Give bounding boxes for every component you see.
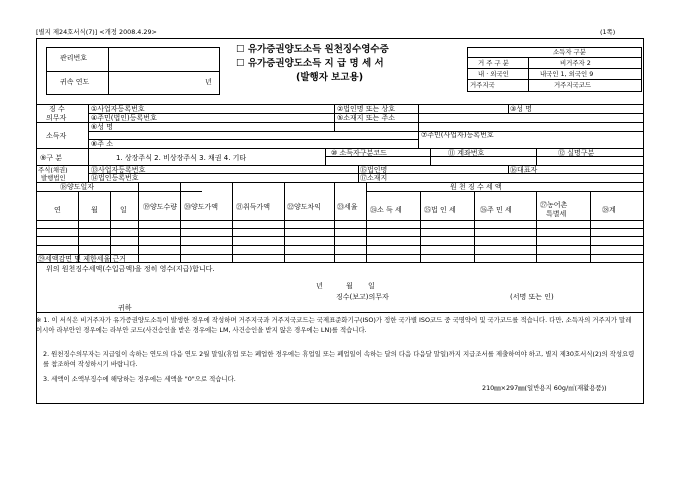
col-acq-price: ㉑취득가액 — [236, 203, 271, 211]
earner-type-label: 소득자 구분 — [553, 48, 586, 56]
sign-hint: (서명 또는 인) — [510, 293, 554, 301]
issuer-biz-no: ⑬사업자등록번호 — [91, 166, 146, 174]
withholder-corp-name: ②법인명 또는 상호 — [337, 105, 396, 113]
issuer-corp-name: ⑮법인명 — [360, 166, 388, 174]
issuer-label-b: 발행법인 — [41, 174, 66, 182]
category-options: 1. 상장주식 2. 비상장주식 3. 채권 4. 기타 — [116, 154, 247, 162]
note-3: 3. 세액이 소액부징수에 해당하는 경우에는 세액을 "0"으로 적습니다. — [43, 375, 236, 383]
col-tax-rate: ㉓세율 — [337, 203, 358, 211]
date-group-header: ⑱양도일자 — [60, 183, 95, 191]
title-subtitle: (발행자 보고용) — [296, 72, 364, 83]
withholder-rep-name: ③성 명 — [510, 105, 533, 113]
col-year: 연 — [54, 206, 61, 214]
mgmt-no-label: 관리번호 — [60, 54, 88, 62]
col-rural-tax-b: 특별세 — [546, 210, 567, 218]
realname-type-label: ⑫ 실명구분 — [558, 149, 595, 157]
resident-label: 거 주 구 분 — [478, 59, 509, 67]
issuer-rep: ⑯대표자 — [510, 166, 538, 174]
withholder-label-a: 징 수 — [49, 105, 65, 113]
col-total: ㉘계 — [602, 206, 616, 214]
sign-month: 월 — [346, 282, 353, 290]
col-income-tax: ㉔소 득 세 — [370, 206, 402, 214]
addressee-label: 귀하 — [118, 304, 132, 312]
col-rural-tax-a: ㉗농어촌 — [540, 201, 568, 209]
year-label: 귀속 연도 — [60, 78, 90, 86]
foreign-label: 내 · 외국인 — [478, 70, 509, 78]
title-statement: ☐ 유가증권양도소득 지 급 명 세 서 — [236, 58, 384, 69]
col-corp-tax: ㉕법 인 세 — [424, 206, 456, 214]
col-local-tax: ㉖주 민 세 — [480, 206, 512, 214]
page-number: (1쪽) — [600, 28, 616, 36]
earner-address: ⑧주 소 — [91, 140, 114, 148]
paper-spec: 210㎜×297㎜(일반용지 60g/㎡(재활용품)) — [482, 384, 607, 392]
resident-value: 비거주자 2 — [560, 59, 591, 67]
note-1: ※ 1. 이 서식은 비거주자가 유가증권양도소득이 발생한 경우에 작성하며 거주지국과 거주지국코드는 국제표준화기구(ISO)가 정한 국가별 ISO코드 중 국명약어 및 국가코드를 적습니다. 다만, 소득자의 거주지가 말레이시아 라부안인 경우에는 라부안 코드(사건승인을 받은 경우에는 LM, 사건승인을 받지 않은 경우에는 LN)를 적습니다. — [36, 316, 632, 334]
withholder-label-b: 의무자 — [46, 114, 67, 122]
col-gain: ㉒양도차익 — [287, 203, 322, 211]
withholder-address: ⑤소재지 또는 주소 — [337, 114, 396, 122]
year-suffix: 년 — [205, 78, 212, 86]
earner-name: ⑥성 명 — [91, 123, 114, 131]
country-code-label: 거주지국코드 — [554, 81, 592, 89]
account-no-label: ⑪ 계좌번호 — [448, 149, 485, 157]
foreign-value: 내국인 1, 외국인 9 — [540, 70, 594, 78]
earner-label: 소득자 — [46, 132, 67, 140]
withholder-biz-no: ①사업자등록번호 — [91, 105, 145, 113]
country-label: 거주지국 — [470, 81, 495, 89]
issuer-label-a: 주식(채권) — [38, 166, 68, 174]
issuer-corp-reg-no: ⑭법인등록번호 — [91, 174, 139, 182]
receipt-statement: 위의 원천징수세액(수입금액)을 정히 영수(지급)합니다. — [46, 265, 215, 273]
reduction-basis-label: ㉙세액감면 및 제한세율 근거 — [38, 255, 127, 263]
col-month: 월 — [91, 206, 98, 214]
obligor-label: 징수(보고)의무자 — [336, 293, 389, 301]
category-label: ⑨구 분 — [40, 154, 63, 162]
income-code-label: ⑩ 소득자구분코드 — [331, 149, 387, 157]
col-sale-price: ⑳양도가액 — [184, 203, 219, 211]
sign-year: 년 — [316, 282, 323, 290]
earner-reg-no: ⑦주민(사업자)등록번호 — [421, 131, 494, 139]
title-receipt: ☐ 유가증권양도소득 원천징수영수증 — [236, 44, 389, 55]
note-2: 2. 원천징수의무자는 지급일이 속하는 연도의 다음 연도 2월 말일(휴업 또는 폐업한 경우에는 휴업일 또는 폐업일이 속하는 달의 다음 다음달 말일)까지 지급조서를 제출하여야 하고, 별지 제30호서식(2)의 작성요령를 참조하여 작성하시기 바랍니다. — [43, 350, 635, 368]
col-day: 일 — [120, 206, 127, 214]
withholder-corp-reg-no: ④주민(법인)등록번호 — [91, 114, 157, 122]
sign-day: 일 — [368, 282, 375, 290]
form-number: [별지 제24호서식(7)] <개정 2008.4.29> — [36, 28, 157, 36]
withholding-group-header: 원 천 징 수 세 액 — [450, 183, 502, 191]
col-qty: ⑲양도수량 — [143, 203, 178, 211]
issuer-address: ⑰소재지 — [360, 174, 388, 182]
